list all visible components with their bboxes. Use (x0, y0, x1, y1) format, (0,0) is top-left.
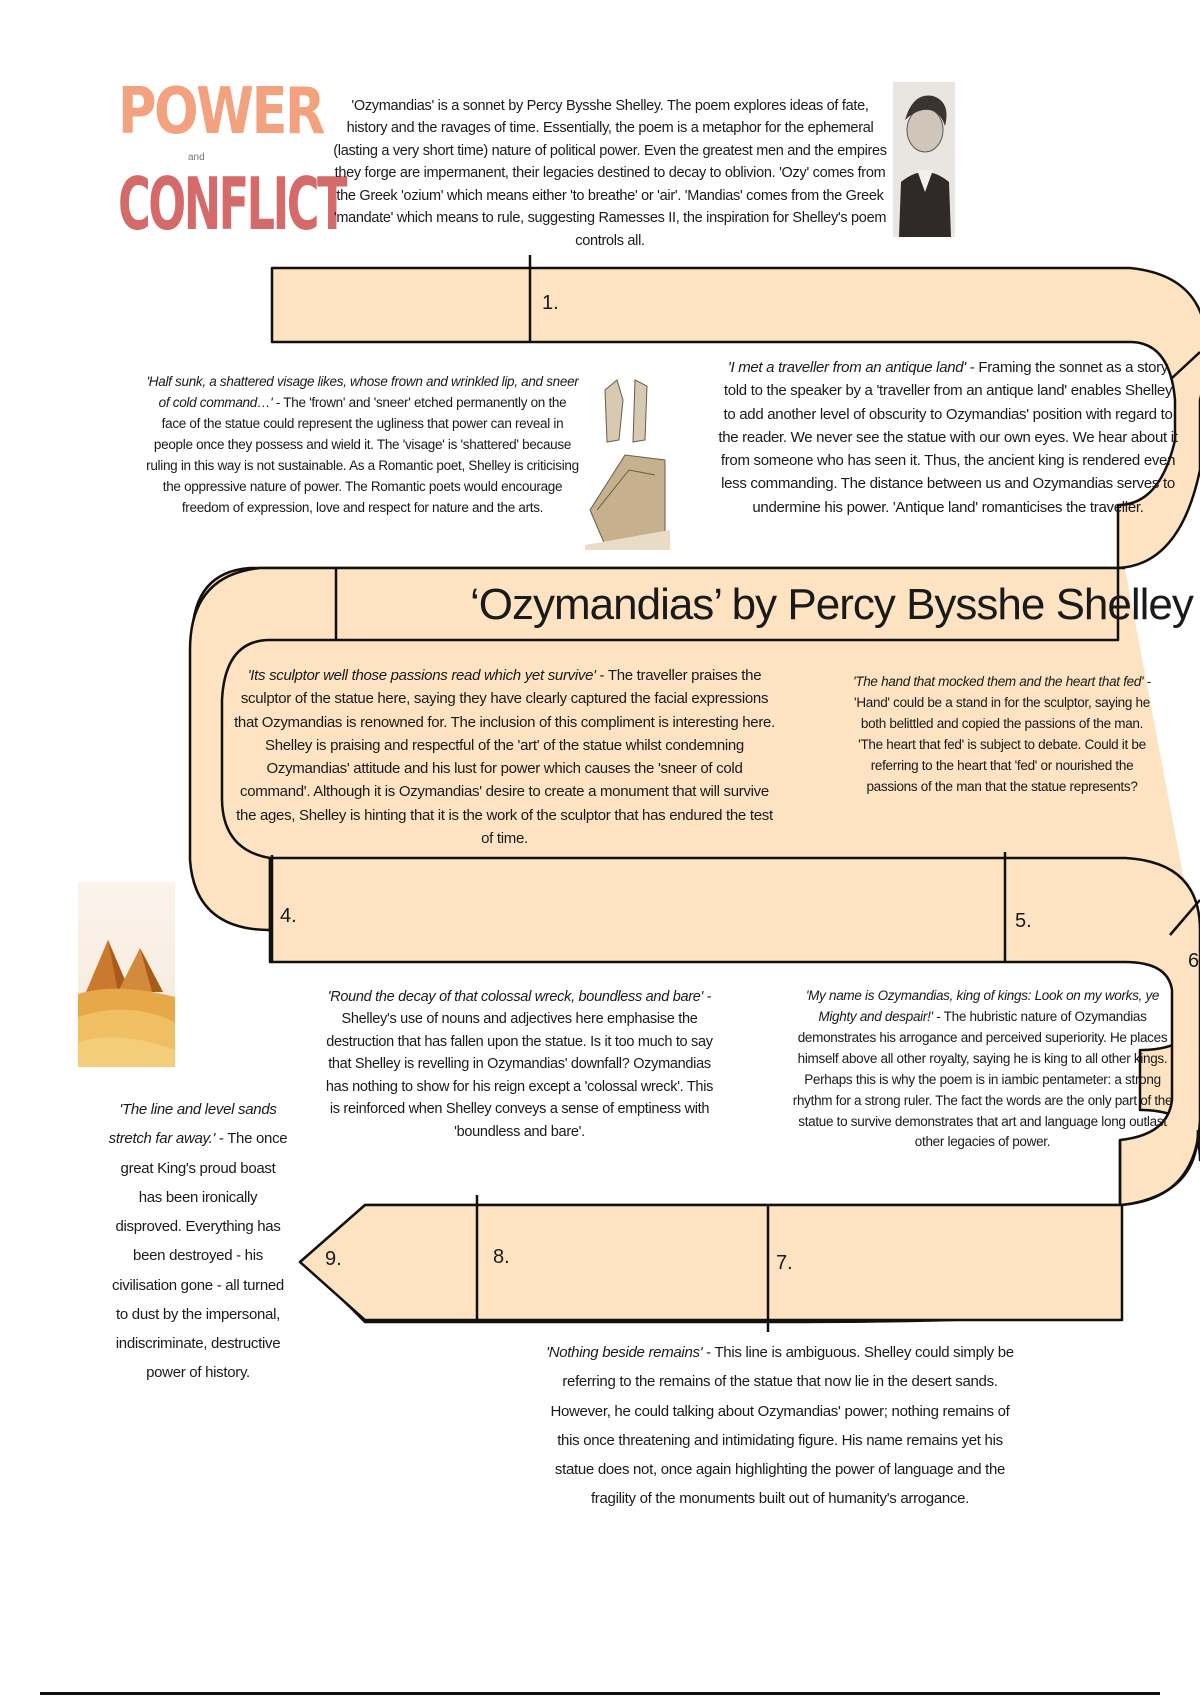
note-half-sunk-quote: 'Half sunk, a shattered visage likes, whose frown and wrinkled lip, and sneer of cold command…' (146, 374, 579, 410)
pyramid-icon (78, 882, 175, 1067)
step-number-4: 4. (280, 905, 297, 927)
step-number-7: 7. (776, 1252, 793, 1274)
note-nothing-remains-body: - This line is ambiguous. Shelley could simply be referring to the remains of the statue that now lie in the desert sands. However, he could talking about Ozymandias' power; nothing remains of this once threatening and intimidating figure. His name remains yet his statue does not, once again highlighting the power of language and the fragility of the monuments built out of humanity's arrogance. (550, 1344, 1014, 1508)
note-decay-quote: 'Round the decay of that colossal wreck, boundless and bare' (327, 989, 703, 1005)
step-number-8: 8. (493, 1246, 510, 1268)
power-logo-text: POWER (118, 75, 323, 149)
portrait-icon (893, 82, 955, 237)
note-traveller-body: - Framing the sonnet as a story told to the speaker by a 'traveller from an antique land' enables Shelley to add another level of obscurity to Ozymandias' position with regard to the reader. We never see the statue with our own eyes. We hear about it from someone who has seen it. Thus, the ancient king is rendered even less commanding. The distance between us and Ozymandias serves to undermine his power. 'Antique land' romanticises the traveller. (718, 359, 1178, 516)
step-number-9: 9. (325, 1248, 342, 1270)
statue-illustration (585, 360, 670, 550)
note-hand (852, 672, 1152, 798)
note-level-sands-quote: 'The line and level sands stretch far away.' (108, 1101, 277, 1148)
note-hand-body: - 'Hand' could be a stand in for the sculptor, saying he both belittled and copied the passions of the man. 'The heart that fed' is subject to debate. Could it be referring to the heart that 'fed' or nourished the passions of the man that the statue represents? (854, 674, 1151, 794)
shelley-portrait (893, 82, 955, 237)
note-hand-quote: 'The hand that mocked them and the heart that fed' (852, 674, 1144, 689)
note-half-sunk-body: - The 'frown' and 'sneer' etched permanently on the face of the statue could represent the ugliness that power can reveal in people once they possess and wield it. The 'visage' is 'shattered' because ruling in this way is not sustainable. As a Romantic poet, Shelley is criticising the oppressive nature of power. The Romantic poets would encourage freedom of expression, love and respect for nature and the arts. (146, 394, 579, 515)
note-nothing-remains-quote: 'Nothing beside remains' (546, 1344, 703, 1361)
note-my-name (790, 986, 1175, 1153)
bottom-divider (40, 1692, 1160, 1695)
note-sculptor-body: - The traveller praises the sculptor of the statue here, saying they have clearly captured the facial expressions that Ozymandias is renowned for. The inclusion of this compliment is interesting here. Shelley is praising and respectful of the 'art' of the statue whilst condemning Ozymandias' attitude and his lust for power which causes the 'sneer of cold command'. Although it is Ozymandias' desire to create a monument that will survive the ages, Shelley is hinting that it is the work of the sculptor that has endured the test of time. (234, 667, 775, 847)
poem-title: ‘Ozymandias’ by Percy Bysshe Shelley (470, 580, 1193, 629)
step-number-6: 6 (1188, 950, 1200, 972)
note-sculptor-quote: 'Its sculptor well those passions read which yet survive' (247, 667, 596, 684)
desert-pyramid-image (78, 882, 175, 1067)
note-level-sands (108, 1095, 288, 1388)
note-my-name-quote: 'My name is Ozymandias, king of kings: Look on my works, ye Mighty and despair!' (805, 988, 1160, 1024)
logo-and-text: and (188, 152, 205, 163)
note-my-name-body: - The hubristic nature of Ozymandias demonstrates his arrogance and perceived superiority. He places himself above all other royalty, saying he is king to all other kings. Perhaps this is why the poem is in iambic pentameter: a strong rhythm for a strong ruler. The fact the words are the only part of the statue to survive demonstrates that art and language long outlast other legacies of power. (792, 1008, 1173, 1150)
broken-statue-icon (585, 360, 670, 550)
track-segment-bottom (300, 1205, 1122, 1320)
note-traveller (718, 356, 1178, 519)
note-decay-body: - Shelley's use of nouns and adjectives here emphasise the destruction that has fallen upon the statue. Is it too much to say that Shelley is revelling in Ozymandias' downfall? Ozymandias has nothing to show for his reign except a 'colossal wreck'. This is reinforced when Shelley conveys a sense of emptiness with 'boundless and bare'. (325, 989, 714, 1140)
conflict-logo-text: CONFLICT (118, 162, 345, 246)
intro-paragraph: 'Ozymandias' is a sonnet by Percy Bysshe Shelley. The poem explores ideas of fate, history and the ravages of time. Essentially, the poem is a metaphor for the ephemeral (lasting a very short time) nature of political power. Even the greatest men and the empires they forge are impermanent, their legacies destined to decay to oblivion. 'Ozy' comes from the Greek 'ozium' which means either 'to breathe' or 'air'. 'Mandias' comes from the Greek 'mandate' which means to rule, suggesting Ramesses II, the inspiration for Shelley's poem controls all. (333, 98, 887, 249)
note-half-sunk (145, 372, 580, 518)
note-traveller-quote: 'I met a traveller from an antique land' (727, 359, 966, 376)
step-number-5: 5. (1015, 910, 1032, 932)
note-level-sands-body: - The once great King's proud boast has been ironically disproved. Everything has been destroyed - his civilisation gone - all turned to dust by the impersonal, indiscriminate, destructive power of history. (112, 1130, 288, 1382)
note-sculptor (232, 664, 777, 850)
note-nothing-remains (545, 1338, 1015, 1514)
step-number-1: 1. (542, 292, 559, 314)
note-decay (322, 986, 717, 1143)
